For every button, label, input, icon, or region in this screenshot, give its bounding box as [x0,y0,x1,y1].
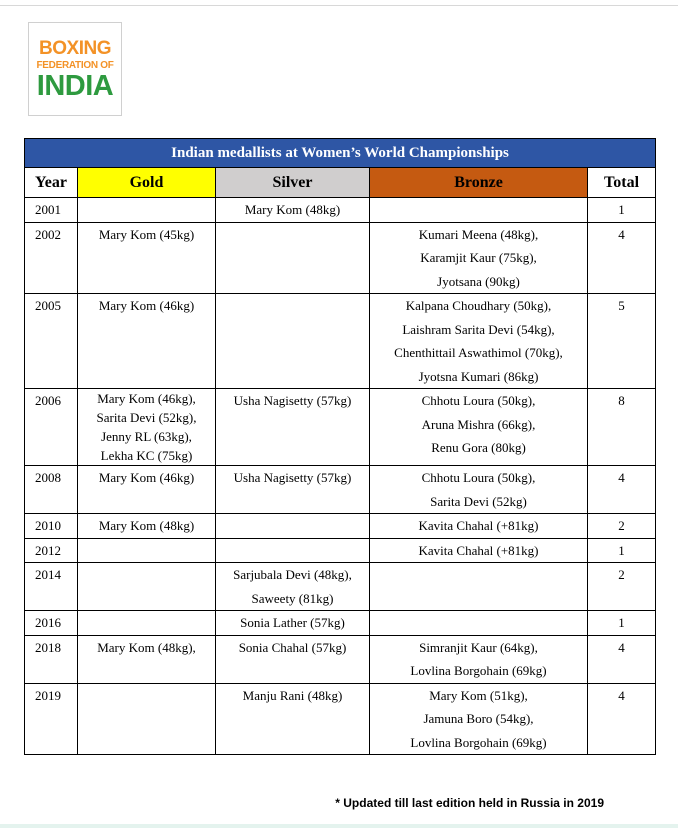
bronze-medallist: Mary Kom (51kg), [429,687,528,703]
year-cell: 2019 [25,683,78,755]
year-cell: 2018 [25,635,78,683]
gold-cell [78,683,216,755]
bronze-medallist: Kavita Chahal (+81kg) [418,542,539,558]
header-gold: Gold [78,168,216,198]
bronze-medallist: Jyotsana (90kg) [437,273,520,289]
total-cell: 4 [588,466,656,514]
top-divider [0,5,678,6]
gold-medallist: Lekha KC (75kg) [100,448,193,463]
gold-medallist: Mary Kom (48kg), [97,639,196,655]
table-row [25,198,656,223]
gold-medallist: Mary Kom (45kg) [98,226,195,242]
gold-medallist: Sarita Devi (52kg), [96,410,197,425]
bronze-medallist: Sarita Devi (52kg) [430,493,527,509]
gold-cell [78,514,216,539]
silver-cell [216,198,370,223]
silver-medallist: Saweety (81kg) [251,590,334,606]
logo-text-federation: FEDERATION OF [36,60,114,71]
bronze-cell [370,538,588,563]
silver-cell [216,538,370,563]
silver-cell [216,563,370,611]
total-cell: 2 [588,563,656,611]
year-cell: 2016 [25,611,78,636]
gold-medallist: Jenny RL (63kg), [101,429,192,444]
year-cell: 2006 [25,389,78,466]
total-cell: 4 [588,635,656,683]
gold-cell [78,563,216,611]
bronze-medallist: Laishram Sarita Devi (54kg), [402,321,555,337]
bronze-medallist: Kalpana Choudhary (50kg), [405,298,552,313]
table-row [25,538,656,563]
table-body [25,198,656,755]
silver-medallist: Sarjubala Devi (48kg), [233,567,352,582]
silver-medallist: Usha Nagisetty (57kg) [233,393,352,408]
bronze-medallist: Karamjit Kaur (75kg), [420,250,537,265]
total-cell: 4 [588,683,656,755]
silver-medallist: Manju Rani (48kg) [242,687,343,703]
gold-medallist: Mary Kom (46kg) [98,298,195,313]
bronze-cell [370,635,588,683]
year-cell: 2008 [25,466,78,514]
table-row [25,514,656,539]
bronze-cell [370,611,588,636]
header-bronze: Bronze [370,168,588,198]
header-total: Total [588,168,656,198]
silver-cell [216,222,370,294]
header-year: Year [25,168,78,198]
bronze-cell [370,514,588,539]
table-row [25,294,656,389]
header-silver: Silver [216,168,370,198]
silver-medallist: Usha Nagisetty (57kg) [233,470,352,485]
total-cell: 1 [588,611,656,636]
bronze-medallist: Simranjit Kaur (64kg), [419,639,538,655]
gold-medallist: Mary Kom (46kg), [97,391,196,406]
bronze-medallist: Aruna Mishra (66kg), [421,416,536,432]
year-cell: 2010 [25,514,78,539]
table-row [25,611,656,636]
silver-cell [216,635,370,683]
footnote: * Updated till last edition held in Russia in 2019 [335,796,604,810]
bronze-cell [370,389,588,466]
bronze-medallist: Jamuna Boro (54kg), [423,711,534,726]
bronze-medallist: Chhotu Loura (50kg), [421,470,536,485]
silver-cell [216,389,370,466]
total-cell: 2 [588,514,656,539]
table-row [25,563,656,611]
total-cell: 8 [588,389,656,466]
gold-cell [78,538,216,563]
silver-cell [216,294,370,389]
bronze-cell [370,294,588,389]
total-cell: 4 [588,222,656,294]
gold-medallist: Mary Kom (48kg) [98,518,195,533]
bronze-medallist: Chenthittail Aswathimol (70kg), [394,345,563,360]
table-row [25,389,656,466]
gold-cell [78,635,216,683]
table-row [25,683,656,755]
bronze-cell [370,222,588,294]
table-row [25,466,656,514]
bottom-divider [0,824,678,828]
silver-cell [216,466,370,514]
year-cell: 2002 [25,222,78,294]
bronze-medallist: Lovlina Borgohain (69kg) [410,734,547,750]
bronze-medallist: Jyotsna Kumari (86kg) [418,368,539,384]
gold-cell [78,389,216,466]
gold-cell [78,466,216,514]
silver-medallist: Sonia Lather (57kg) [240,615,345,630]
gold-cell [78,611,216,636]
silver-medallist: Mary Kom (48kg) [244,202,341,217]
table-row [25,222,656,294]
logo-text-boxing: BOXING [39,38,111,59]
year-cell: 2005 [25,294,78,389]
total-cell: 5 [588,294,656,389]
gold-cell [78,198,216,223]
silver-cell [216,611,370,636]
total-cell: 1 [588,538,656,563]
bfi-logo [28,22,122,116]
year-cell: 2001 [25,198,78,223]
silver-cell [216,514,370,539]
bronze-cell [370,198,588,223]
bronze-medallist: Lovlina Borgohain (69kg) [410,663,547,678]
bronze-medallist: Chhotu Loura (50kg), [421,393,536,408]
silver-medallist: Sonia Chahal (57kg) [238,639,347,655]
bronze-cell [370,683,588,755]
table-row [25,635,656,683]
gold-cell [78,222,216,294]
gold-cell [78,294,216,389]
bronze-medallist: Kavita Chahal (+81kg) [418,518,539,533]
total-cell: 1 [588,198,656,223]
year-cell: 2014 [25,563,78,611]
bronze-cell [370,466,588,514]
silver-cell [216,683,370,755]
year-cell: 2012 [25,538,78,563]
bronze-cell [370,563,588,611]
logo-text-india: INDIA [36,70,114,102]
table-title: Indian medallists at Women’s World Championships [25,139,656,168]
bronze-medallist: Renu Gora (80kg) [431,440,526,455]
bronze-medallist: Kumari Meena (48kg), [418,226,539,242]
medallists-table [24,138,656,755]
gold-medallist: Mary Kom (46kg) [98,470,195,485]
